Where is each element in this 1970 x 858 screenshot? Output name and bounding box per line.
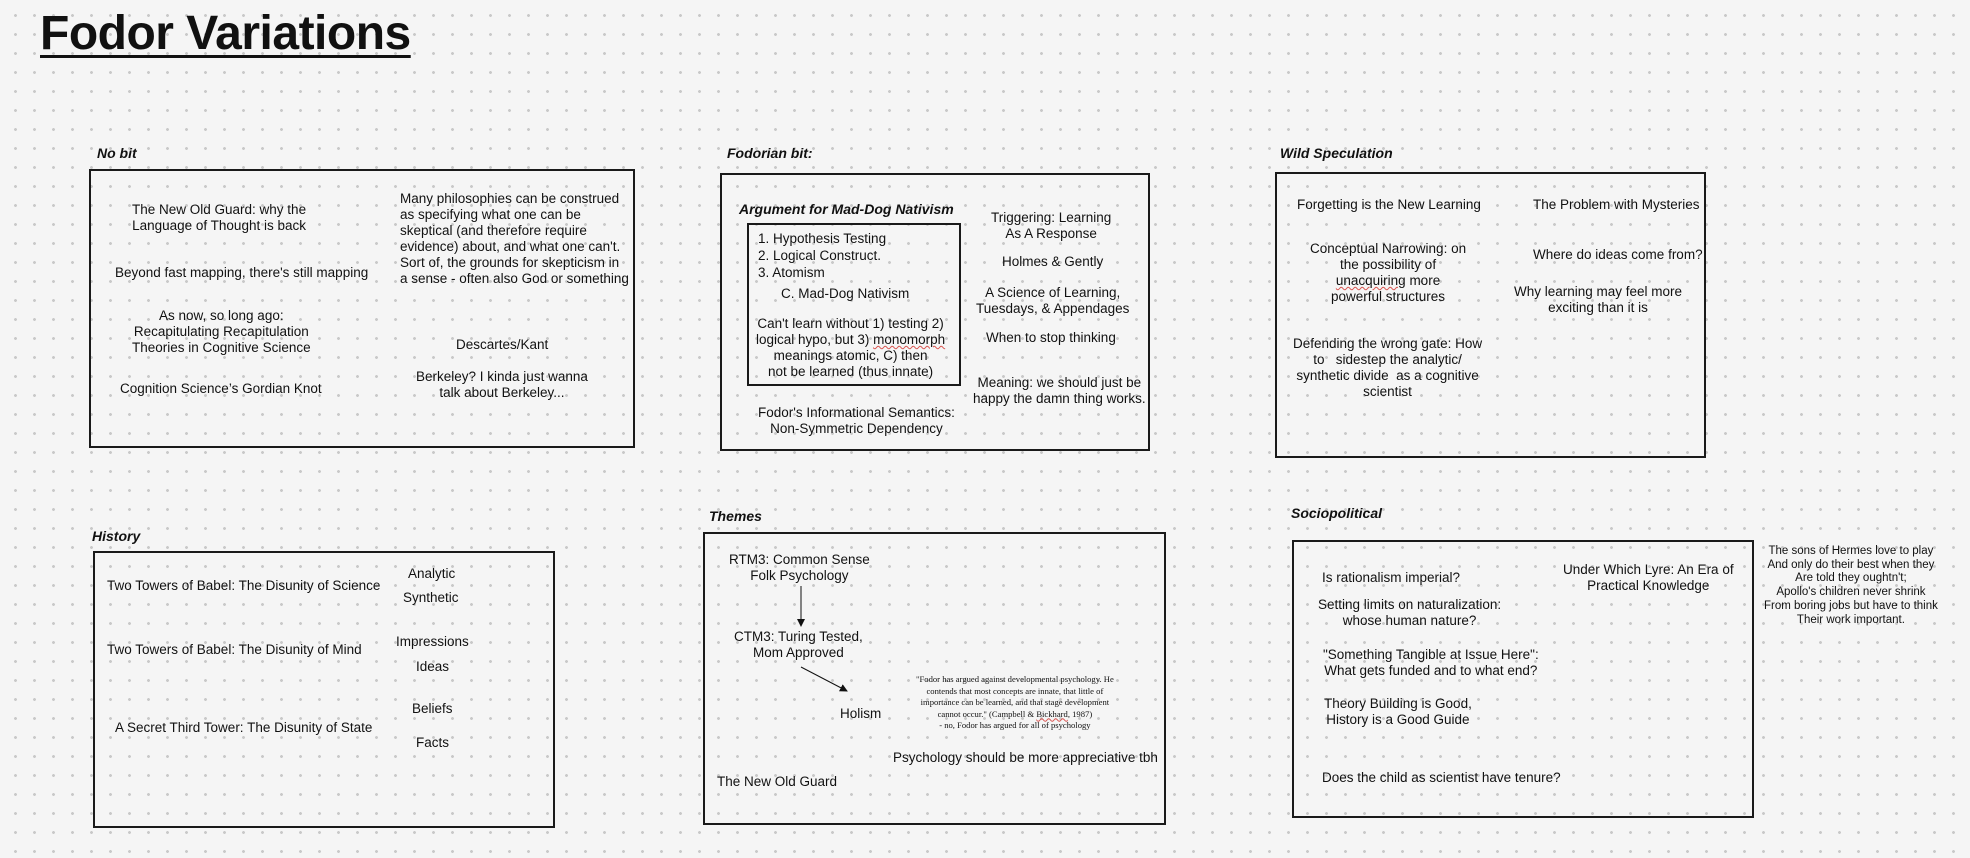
argument-steps[interactable]: 1. Hypothesis Testing 2. Logical Construct. 3. Atomism <box>758 231 887 280</box>
note-meaning[interactable]: Meaning: we should just be happy the damn thing works. <box>973 375 1146 406</box>
arrow-ctm3-to-holism[interactable] <box>801 667 847 691</box>
argument-label: Argument for Mad-Dog Nativism <box>739 201 954 217</box>
note-theory-building[interactable]: Theory Building is Good, History is a Good Guide <box>1324 696 1472 727</box>
section-label-themes: Themes <box>709 508 762 524</box>
quote-spell-flag: Bickhard <box>1036 708 1068 719</box>
section-label-history: History <box>92 528 141 544</box>
note-tenure[interactable]: Does the child as scientist have tenure? <box>1322 770 1561 785</box>
note-as-now[interactable]: As now, so long ago: Recapitulating Recapitulation Theories in Cognitive Science <box>132 308 311 355</box>
note-why-learning[interactable]: Why learning may feel more exciting than it is <box>1514 284 1683 315</box>
note-berkeley[interactable]: Berkeley? I kinda just wanna talk about Berkeley... <box>416 369 588 400</box>
section-label-wild: Wild Speculation <box>1280 145 1393 161</box>
note-naturalization[interactable]: Setting limits on naturalization: whose human nature? <box>1318 597 1502 628</box>
section-label-no-bit: No bit <box>97 145 137 161</box>
note-gordian-knot[interactable]: Cognition Science’s Gordian Knot <box>120 381 322 396</box>
narrowing-spell-flag: unacquiring <box>1335 273 1406 288</box>
note-informational-semantics[interactable]: Fodor's Informational Semantics: Non-Symmetric Dependency <box>758 405 955 436</box>
narrowing-text-1: Conceptual Narrowing: on the possibility of <box>1310 241 1467 272</box>
note-facts[interactable]: Facts <box>416 735 450 750</box>
note-towers-science[interactable]: Two Towers of Babel: The Disunity of Science <box>107 578 381 593</box>
note-ideas-from[interactable]: Where do ideas come from? <box>1533 247 1703 262</box>
note-stop-thinking[interactable]: When to stop thinking <box>986 330 1116 345</box>
section-label-sociopolitical: Sociopolitical <box>1291 505 1383 521</box>
note-new-old-guard[interactable]: The New Old Guard: why the Language of Thought is back <box>132 202 307 233</box>
note-impressions[interactable]: Impressions <box>396 634 469 649</box>
note-third-tower[interactable]: A Secret Third Tower: The Disunity of State <box>115 720 373 735</box>
cant-learn-text-1: Can't learn without 1) testing 2) logical hypo, but 3) <box>756 316 944 347</box>
note-mysteries[interactable]: The Problem with Mysteries <box>1533 197 1700 212</box>
note-skepticism[interactable]: Many philosophies can be construed as specifying what one can be skeptical (and therefore require evidence) about, and what one can't. Sort of, the grounds for skepticism in a sense - often also God or something <box>400 191 629 286</box>
note-rtm3[interactable]: RTM3: Common Sense Folk Psychology <box>729 552 870 583</box>
quote-text-2: , 1987) - no, Fodor has argued for all of psychology <box>939 708 1093 730</box>
quote-text-1: "Fodor has argued against developmental psychology. He contends that most concepts are innate, that little of importance can be learned, and that stage development cannot occur." (Campbell & <box>916 674 1114 719</box>
section-label-fodorian: Fodorian bit: <box>727 145 813 161</box>
note-tangible[interactable]: "Something Tangible at Issue Here": What gets funded and to what end? <box>1323 647 1539 678</box>
note-science-learning[interactable]: A Science of Learning, Tuesdays, & Appendages <box>976 285 1130 316</box>
cant-learn-spell-flag: monomorph <box>873 332 946 347</box>
note-analytic[interactable]: Analytic <box>408 566 456 581</box>
note-ideas[interactable]: Ideas <box>416 659 450 674</box>
note-holmes-gently[interactable]: Holmes & Gently <box>1002 254 1104 269</box>
note-rationalism[interactable]: Is rationalism imperial? <box>1322 570 1461 585</box>
note-synthetic[interactable]: Synthetic <box>403 590 459 605</box>
note-descartes-kant[interactable]: Descartes/Kant <box>456 337 549 352</box>
note-wrong-gate[interactable]: Defending the wrong gate: How to sidestep the analytic/ synthetic divide as a cognitive scientist <box>1293 336 1483 399</box>
note-appreciative[interactable]: Psychology should be more appreciative tbh <box>893 750 1158 765</box>
page-title: Fodor Variations <box>40 7 411 60</box>
note-towers-mind[interactable]: Two Towers of Babel: The Disunity of Mind <box>107 642 362 657</box>
note-holism[interactable]: Holism <box>840 706 882 721</box>
note-campbell-quote[interactable] <box>916 674 1114 732</box>
note-fast-mapping[interactable]: Beyond fast mapping, there's still mapping <box>115 265 369 280</box>
note-forgetting[interactable]: Forgetting is the New Learning <box>1297 197 1481 212</box>
argument-conclusion[interactable]: C. Mad-Dog Nativism <box>781 286 910 301</box>
narrowing-text-2: more powerful structures <box>1331 273 1446 304</box>
note-new-old-guard-themes[interactable]: The New Old Guard <box>717 774 838 789</box>
note-hermes-poem[interactable]: The sons of Hermes love to play And only do their best when they Are told they oughtn't; Apollo's children never shrink From boring jobs but have to think Their work important. <box>1764 545 1938 626</box>
note-triggering[interactable]: Triggering: Learning As A Response <box>991 210 1112 241</box>
cant-learn-text-2: meanings atomic, C) then not be learned (thus innate) <box>768 348 934 379</box>
note-beliefs[interactable]: Beliefs <box>412 701 453 716</box>
note-lyre[interactable]: Under Which Lyre: An Era of Practical Knowledge <box>1563 562 1734 593</box>
note-ctm3[interactable]: CTM3: Turing Tested, Mom Approved <box>734 629 863 660</box>
